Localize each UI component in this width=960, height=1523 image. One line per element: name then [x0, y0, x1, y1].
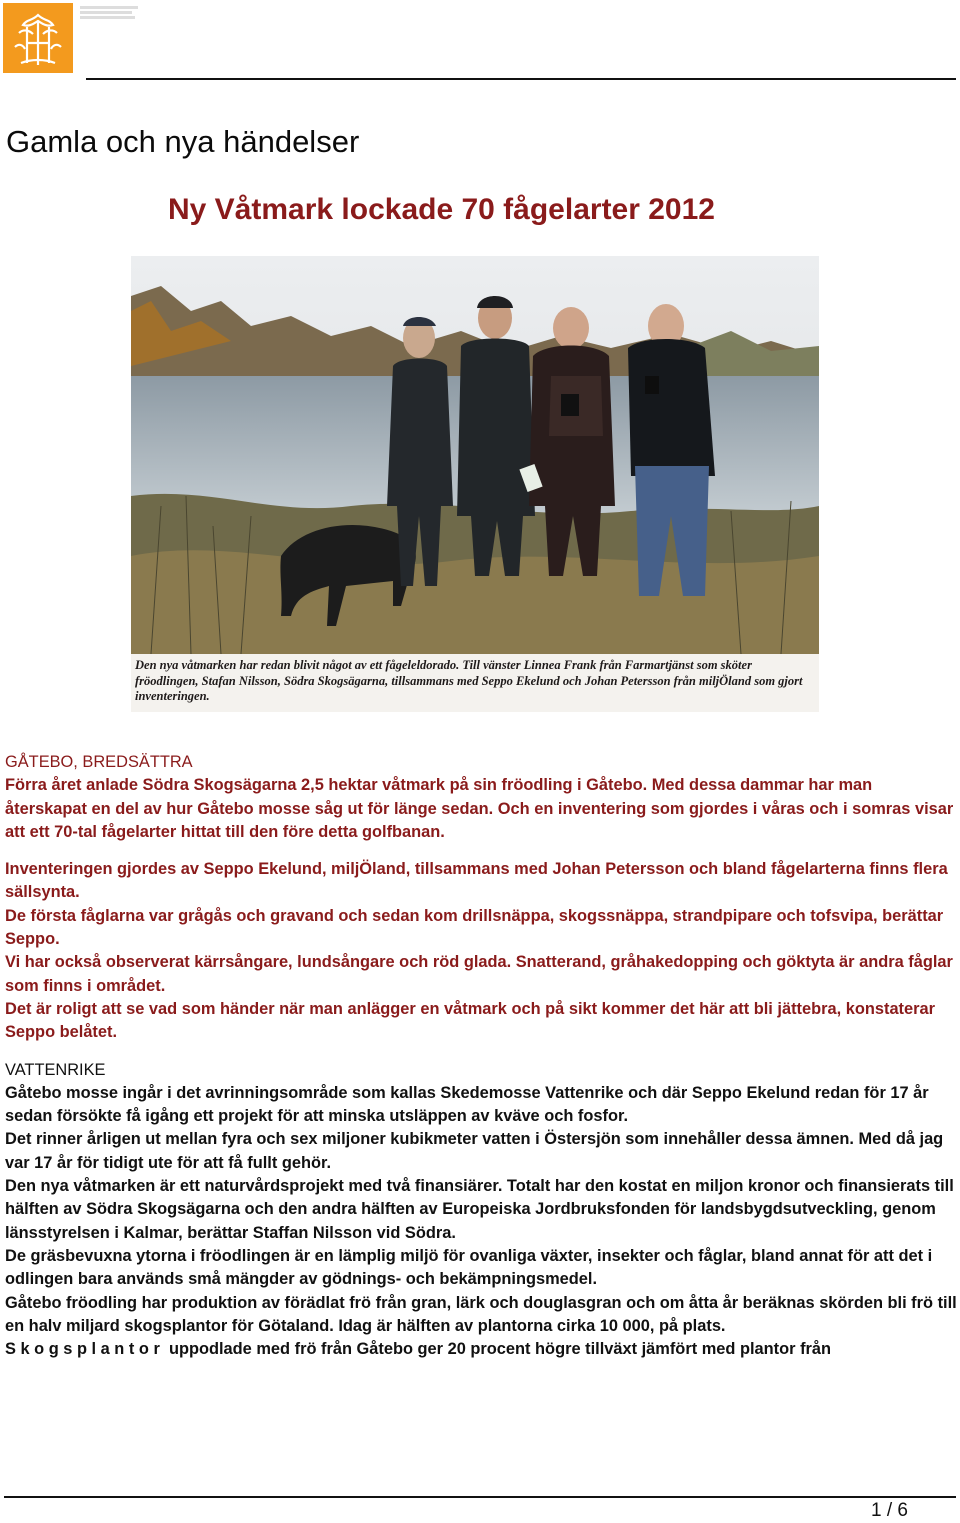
spaced-word: S k o g s p l a n t o r	[5, 1340, 160, 1359]
dateline: GÅTEBO, BREDSÄTTRA	[5, 753, 193, 771]
article-paragraph	[5, 1338, 957, 1361]
header-fine-print	[80, 6, 140, 19]
page-number: 1 / 6	[871, 1500, 908, 1521]
article-paragraph: Det rinner årligen ut mellan fyra och sex miljoner kubikmeter vatten i Östersjön som innehåller dessa ämnen. Med då jag var 17 år för tidigt ute för att få fullt gehör.	[5, 1130, 944, 1172]
tree-logo-icon	[3, 3, 73, 73]
article-paragraph: Förra året anlade Södra Skogsägarna 2,5 hektar våtmark på sin fröodling i Gåtebo. Med dessa dammar har man återskapat en del av hur Gåtebo mosse såg ut för länge sedan. Och en inventering som gjordes i våras och i somras visar att ett 70-tal fågelarter hittat till den före detta golfbanan.	[5, 776, 954, 841]
article-paragraph: Inventeringen gjordes av Seppo Ekelund, miljÖland, tillsammans med Johan Petersson och bland fågelarterna finns flera sällsynta.	[5, 860, 948, 902]
page-title: Gamla och nya händelser	[6, 124, 360, 159]
article-body	[5, 751, 957, 1361]
site-logo[interactable]	[3, 3, 73, 73]
section-heading: VATTENRIKE	[5, 1060, 106, 1079]
footer-divider	[4, 1496, 956, 1498]
header-divider	[86, 78, 956, 80]
wetland-group-photo	[131, 256, 819, 654]
article-paragraph: Den nya våtmarken är ett naturvårdsprojekt med två finansiärer. Totalt har den kostat en miljon kronor och finansierats till hälften av Södra Skogsägarna och den andra hälften av Europeiska Jordbruksfonden för landsbygdsutveckling, genom länsstyrelsen i Kalmar, berättar Staffan Nilsson vid Södra.	[5, 1177, 954, 1242]
article-paragraph: Gåtebo mosse ingår i det avrinningsområde som kallas Skedemosse Vattenrike och där Seppo Ekelund redan för 17 år sedan försökte få igång ett projekt för att minska utsläppen av kväve och fosfor.	[5, 1083, 929, 1126]
article-photo	[131, 256, 819, 712]
article-paragraph: De gräsbevuxna ytorna i fröodlingen är en lämplig miljö för ovanliga växter, insekter och fåglar, bland annat för att det i odlingen bara används små mängder av gödnings- och bekämpningsmedel.	[5, 1246, 933, 1289]
article-title: Ny Våtmark lockade 70 fågelarter 2012	[168, 193, 715, 226]
article-paragraph: Vi har också observerat kärrsångare, lundsångare och röd glada. Snatterand, gråhakedopping och göktyta är andra fåglar som finns i området.	[5, 953, 953, 995]
article-paragraph: De första fåglarna var grågås och gravand och sedan kom drillsnäppa, skogssnäppa, strandpipare och tofsvipa, berättar Seppo.	[5, 906, 944, 949]
paragraph-continuation: uppodlade med frö från Gåtebo ger 20 procent högre tillväxt jämfört med plantor från	[168, 1340, 832, 1359]
article-paragraph: Det är roligt att se vad som händer när man anlägger en våtmark och på sikt kommer det här att bli jättebra, konstaterar Seppo belåtet.	[5, 999, 936, 1042]
photo-caption: Den nya våtmarken har redan blivit något av ett fågeleldorado. Till vänster Linnea Frank från Farmartjänst som sköter fröodlingen, Stafan Nilsson, Södra Skogsägarna, tillsammans med Seppo Ekelund och Johan Petersson från miljÖland som gjort inventeringen.	[135, 658, 803, 703]
article-paragraph: Gåtebo fröodling har produktion av förädlat frö från gran, lärk och douglasgran och om åtta år beräknas skörden bli frö till en halv miljard skogsplantor för Götaland. Idag är hälften av plantorna cirka 10 000, på plats.	[5, 1293, 957, 1335]
